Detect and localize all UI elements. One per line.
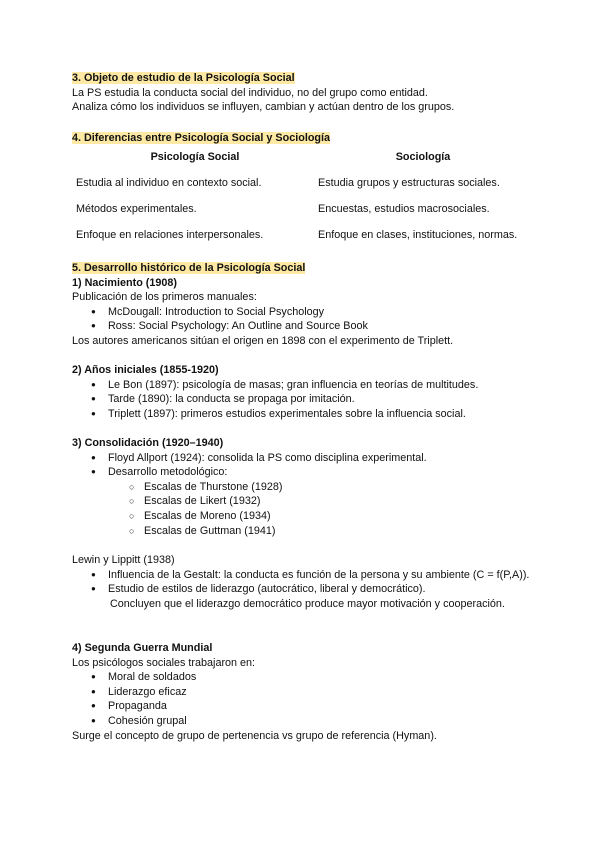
section-5	[72, 261, 532, 349]
list-item: ● Triplett (1897): primeros estudios experimentales sobre la influencia social.	[72, 407, 532, 422]
table-cell: Estudia al individuo en contexto social.	[76, 177, 262, 189]
list-item: ● Estudio de estilos de liderazgo (autocrático, liberal y democrático).	[72, 582, 532, 597]
table-row	[72, 228, 528, 254]
section-4	[72, 131, 532, 146]
section-3	[72, 71, 532, 115]
lewin-lippitt-list	[72, 568, 532, 597]
list-item: ● Liderazgo eficaz	[72, 685, 532, 700]
consolidacion-heading: 3) Consolidación (1920–1940)	[72, 437, 224, 449]
table-cell: Enfoque en clases, instituciones, normas.	[318, 229, 518, 241]
list-item: ● Cohesión grupal	[72, 714, 532, 729]
consolidacion	[72, 436, 532, 538]
table-cell: Métodos experimentales.	[76, 203, 197, 215]
table-cell: Enfoque en relaciones interpersonales.	[76, 229, 264, 241]
segunda-guerra	[72, 641, 532, 743]
escalas-list	[72, 480, 532, 538]
list-item: ● Influencia de la Gestalt: la conducta es función de la persona y su ambiente (C = f(P,A)).	[72, 568, 532, 583]
segunda-guerra-list	[72, 670, 532, 728]
list-item: ● Tarde (1890): la conducta se propaga por imitación.	[72, 392, 532, 407]
list-item: ● Le Bon (1897): psicología de masas; gran influencia en teorías de multitudes.	[72, 378, 532, 393]
list-item: ● Moral de soldados	[72, 670, 532, 685]
table-cell: Encuestas, estudios macrosociales.	[318, 203, 490, 215]
table-cell: Estudia grupos y estructuras sociales.	[318, 177, 500, 189]
lewin-lippitt-note: Concluyen que el liderazgo democrático produce mayor motivación y cooperación.	[110, 597, 505, 610]
list-item: ● McDougall: Introduction to Social Psychology	[72, 305, 532, 320]
list-item: ○ Escalas de Likert (1932)	[72, 494, 532, 509]
table-row	[72, 176, 528, 202]
list-item: ● Desarrollo metodológico:	[72, 465, 532, 480]
list-item: ● Ross: Social Psychology: An Outline and Source Book	[72, 319, 532, 334]
consolidacion-list	[72, 451, 532, 480]
table-row	[72, 202, 528, 228]
table-header-cell: Sociología	[395, 151, 451, 163]
segunda-guerra-heading: 4) Segunda Guerra Mundial	[72, 642, 213, 654]
section-3-title: 3. Objeto de estudio de la Psicología Social	[72, 72, 295, 84]
list-item: ○ Escalas de Guttman (1941)	[72, 524, 532, 539]
lewin-lippitt	[72, 553, 532, 611]
list-item: ○ Escalas de Moreno (1934)	[72, 509, 532, 524]
nacimiento-intro: Publicación de los primeros manuales:	[72, 291, 257, 304]
list-item: ● Floyd Allport (1924): consolida la PS como disciplina experimental.	[72, 451, 532, 466]
nacimiento-heading: 1) Nacimiento (1908)	[72, 276, 178, 289]
nacimiento-outro: Los autores americanos sitúan el origen en 1898 con el experimento de Triplett.	[72, 334, 454, 347]
anos-iniciales-list	[72, 378, 532, 422]
nacimiento-list	[72, 305, 532, 334]
comparison-table	[72, 150, 528, 254]
section-5-title: 5. Desarrollo histórico de la Psicología Social	[72, 262, 306, 274]
section-4-title: 4. Diferencias entre Psicología Social y Sociología	[72, 132, 331, 144]
section-3-paragraph-1: La PS estudia la conducta social del individuo, no del grupo como entidad.	[72, 86, 428, 99]
list-item: ● Propaganda	[72, 699, 532, 714]
list-item: ○ Escalas de Thurstone (1928)	[72, 480, 532, 495]
table-header-cell: Psicología Social	[150, 151, 240, 163]
segunda-guerra-outro: Surge el concepto de grupo de pertenencia vs grupo de referencia (Hyman).	[72, 729, 437, 742]
section-3-paragraph-2: Analiza cómo los individuos se influyen, cambian y actúan dentro de los grupos.	[72, 101, 455, 114]
segunda-guerra-intro: Los psicólogos sociales trabajaron en:	[72, 656, 256, 669]
anos-iniciales	[72, 363, 532, 421]
table-header-row	[72, 150, 528, 176]
lewin-lippitt-heading: Lewin y Lippitt (1938)	[72, 554, 175, 566]
anos-iniciales-heading: 2) Años iniciales (1855-1920)	[72, 364, 219, 376]
